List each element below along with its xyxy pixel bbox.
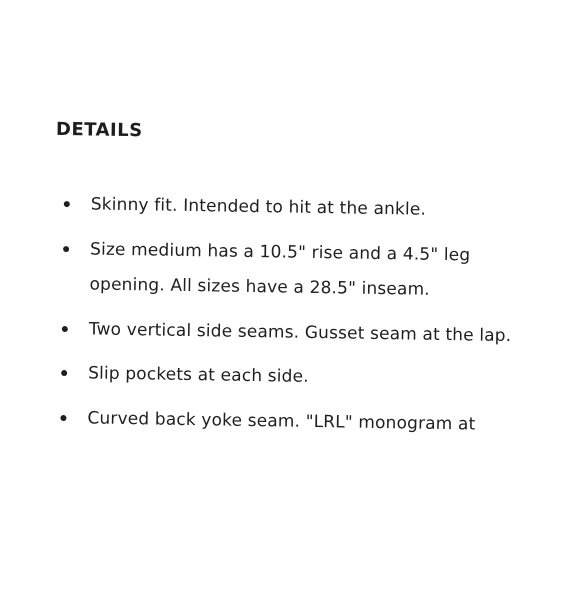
bullet-icon (60, 415, 66, 421)
details-heading: DETAILS (55, 118, 143, 142)
list-item-text: Size medium has a 10.5" rise and a 4.5" leg opening. All sizes have a 28.5" inseam. (89, 238, 471, 300)
bullet-icon (64, 201, 70, 207)
bullet-icon (61, 370, 67, 376)
details-list (57, 187, 541, 453)
list-item (59, 231, 540, 310)
list-item-text: Curved back yoke seam. "LRL" monogram at (87, 407, 476, 435)
list-item (61, 187, 541, 230)
list-item (57, 400, 537, 443)
bullet-icon (62, 326, 68, 332)
list-item (58, 356, 538, 399)
bullet-icon (63, 246, 69, 252)
list-item (59, 311, 539, 354)
list-item-text: Skinny fit. Intended to hit at the ankle. (90, 194, 427, 220)
list-item-text: Two vertical side seams. Gusset seam at the lap. (88, 318, 512, 346)
list-item-text: Slip pockets at each side. (87, 363, 309, 387)
